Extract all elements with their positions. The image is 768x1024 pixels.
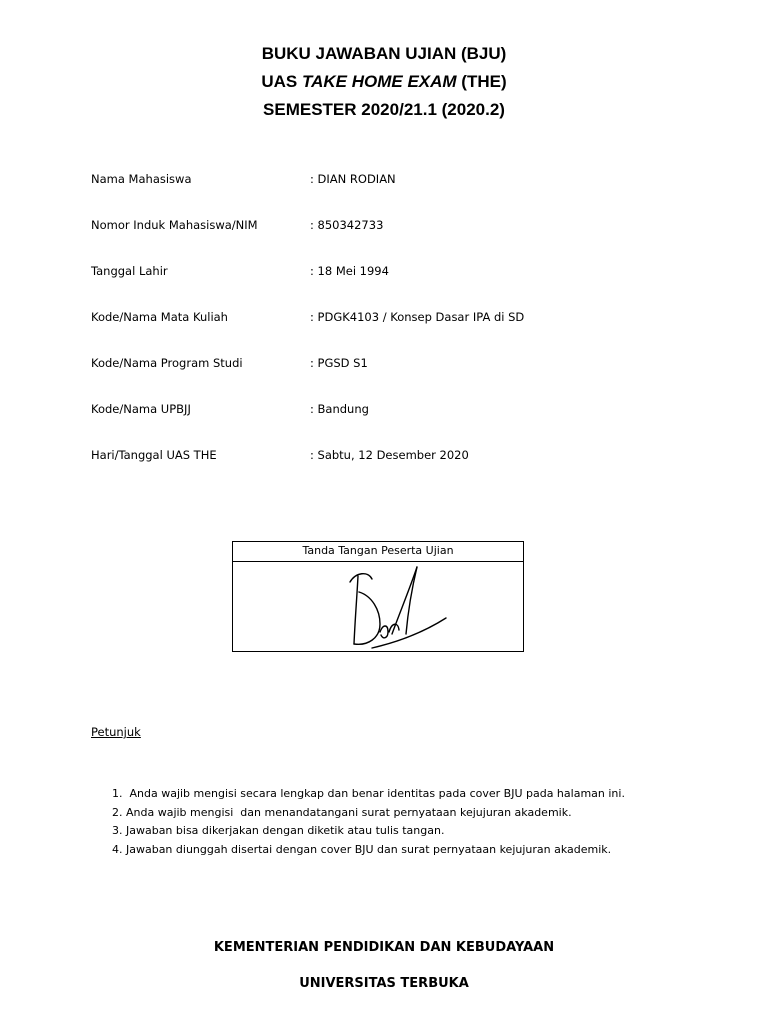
identity-label: Kode/Nama Program Studi — [91, 356, 243, 370]
identity-row-nim — [91, 218, 691, 264]
identity-row-birthdate — [91, 264, 691, 310]
identity-value: : Bandung — [310, 402, 369, 416]
identity-label: Kode/Nama UPBJJ — [91, 402, 191, 416]
identity-value: : DIAN RODIAN — [310, 172, 396, 186]
instruction-item: 2. Anda wajib mengisi dan menandatangani surat pernyataan kejujuran akademik. — [112, 805, 572, 819]
instructions-heading: Petunjuk — [91, 725, 141, 739]
identity-row-upbjj — [91, 402, 691, 448]
title-line-2 — [0, 68, 768, 96]
identity-value: : PDGK4103 / Konsep Dasar IPA di SD — [310, 310, 525, 324]
identity-value: : 850342733 — [310, 218, 384, 232]
title-line-2-italic: TAKE HOME EXAM — [302, 72, 457, 91]
identity-value: : PGSD S1 — [310, 356, 368, 370]
identity-label: Nomor Induk Mahasiswa/NIM — [91, 218, 258, 232]
signature-heading: Tanda Tangan Peserta Ujian — [233, 542, 523, 562]
signature-area — [233, 562, 523, 652]
identity-section — [91, 172, 691, 494]
identity-row-course — [91, 310, 691, 356]
identity-value: : Sabtu, 12 Desember 2020 — [310, 448, 469, 462]
ministry-name: KEMENTERIAN PENDIDIKAN DAN KEBUDAYAAN — [213, 940, 555, 955]
identity-label: Nama Mahasiswa — [91, 172, 192, 186]
instructions-list — [112, 785, 732, 859]
instruction-item: 4. Jawaban diunggah disertai dengan cover BJU dan surat pernyataan kejujuran akademik. — [112, 842, 612, 856]
title-line-1: BUKU JAWABAN UJIAN (BJU) — [261, 44, 507, 63]
instruction-item: 3. Jawaban bisa dikerjakan dengan diketik atau tulis tangan. — [112, 824, 445, 837]
identity-value: : 18 Mei 1994 — [310, 264, 389, 278]
identity-label: Tanggal Lahir — [91, 264, 168, 278]
identity-row-exam-date — [91, 448, 691, 494]
identity-label: Kode/Nama Mata Kuliah — [91, 310, 228, 324]
university-name: UNIVERSITAS TERBUKA — [299, 976, 469, 991]
signature-box — [232, 541, 524, 652]
title-line-2-suffix: (THE) — [456, 72, 507, 91]
identity-row-name — [91, 172, 691, 218]
instruction-item: 1. Anda wajib mengisi secara lengkap dan benar identitas pada cover BJU pada halaman ini. — [112, 787, 625, 800]
handwritten-signature — [328, 562, 458, 652]
identity-row-program — [91, 356, 691, 402]
title-line-2-prefix: UAS — [261, 72, 302, 91]
document-title — [0, 40, 768, 124]
title-line-3: SEMESTER 2020/21.1 (2020.2) — [263, 100, 505, 119]
identity-label: Hari/Tanggal UAS THE — [91, 448, 217, 462]
